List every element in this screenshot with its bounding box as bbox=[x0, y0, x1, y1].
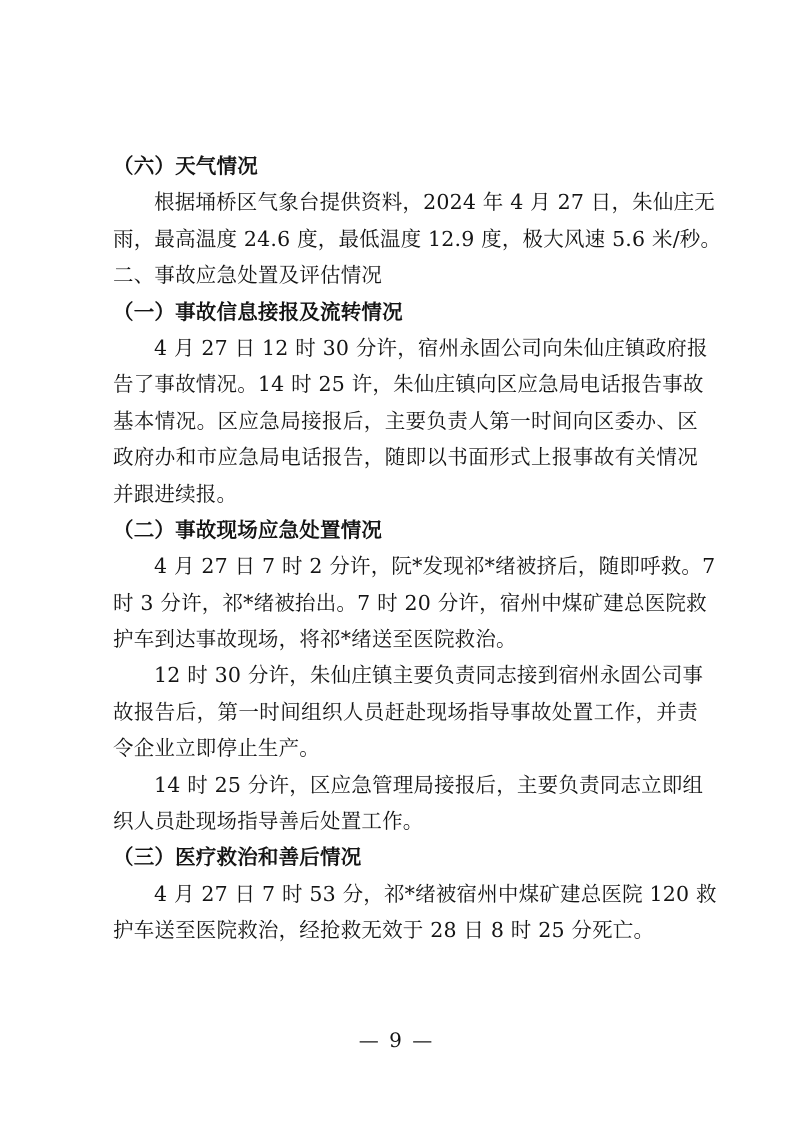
section-heading-onsite: （二）事故现场应急处置情况 bbox=[113, 517, 383, 542]
paragraph-line: 4 月 27 日 7 时 2 分许，阮*发现祁*绪被挤后，随即呼救。7 bbox=[154, 554, 716, 579]
paragraph-line: 4 月 27 日 12 时 30 分许，宿州永固公司向朱仙庄镇政府报 bbox=[154, 335, 708, 360]
paragraph-line: 令企业立即停止生产。 bbox=[113, 736, 320, 761]
paragraph-line: 时 3 分许，祁*绪被抬出。7 时 20 分许，宿州中煤矿建总医院救 bbox=[113, 590, 707, 615]
paragraph-line: 基本情况。区应急局接报后，主要负责人第一时间向区委办、区 bbox=[113, 408, 698, 433]
paragraph-line: 并跟进续报。 bbox=[113, 481, 238, 506]
paragraph-line: 护车送至医院救治，经抢救无效于 28 日 8 时 25 分死亡。 bbox=[113, 918, 655, 943]
paragraph-line: 政府办和市应急局电话报告，随即以书面形式上报事故有关情况 bbox=[113, 445, 698, 470]
body-text bbox=[113, 148, 722, 949]
paragraph-line: 14 时 25 分许，区应急管理局接报后，主要负责同志立即组 bbox=[154, 772, 704, 797]
page-number: — 9 — bbox=[358, 1028, 435, 1052]
paragraph-line: 织人员赴现场指导善后处置工作。 bbox=[113, 809, 424, 834]
section-heading-weather: （六）天气情况 bbox=[113, 154, 258, 178]
section-heading-medical: （三）医疗救治和善后情况 bbox=[113, 845, 362, 870]
paragraph-line: 故报告后，第一时间组织人员赶赴现场指导事故处置工作，并责 bbox=[113, 699, 698, 724]
paragraph-line: 12 时 30 分许，朱仙庄镇主要负责同志接到宿州永固公司事 bbox=[154, 663, 704, 688]
paragraph-line: 护车到达事故现场，将祁*绪送至医院救治。 bbox=[113, 627, 517, 652]
paragraph-line: 告了事故情况。14 时 25 许，朱仙庄镇向区应急局电话报告事故 bbox=[113, 372, 704, 397]
section-heading-info-report: （一）事故信息接报及流转情况 bbox=[113, 299, 403, 324]
paragraph-line: 4 月 27 日 7 时 53 分，祁*绪被宿州中煤矿建总医院 120 救 bbox=[154, 881, 717, 906]
paragraph-line: 根据埇桥区气象台提供资料，2024 年 4 月 27 日，朱仙庄无 bbox=[154, 190, 715, 215]
chapter-heading-emergency: 二、事故应急处置及评估情况 bbox=[113, 263, 383, 288]
paragraph-line: 雨，最高温度 24.6 度，最低温度 12.9 度，极大风速 5.6 米/秒。 bbox=[113, 226, 722, 251]
